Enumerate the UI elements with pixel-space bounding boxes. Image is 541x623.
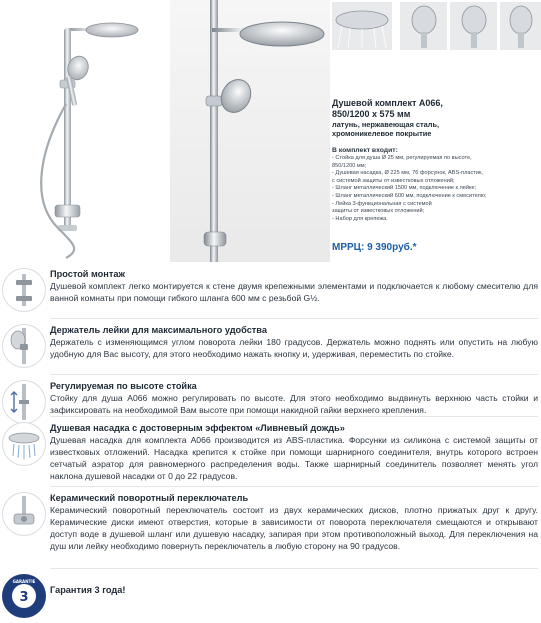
product-material (332, 120, 538, 138)
coating-line: хромоникелевое покрытие (332, 129, 432, 138)
included-item: - Шланг металлический 1500 мм, подключение к лейке; (332, 185, 477, 192)
feature-list (0, 262, 541, 604)
included-item: - Набор для крепежа. (332, 215, 388, 222)
feature-text: Душевой комплект легко монтируется к стене двумя крепежными элементами и подключается к любому смесителю для ванной комнаты при помощи гибкого шланга 600 мм с резьбой G½. (50, 281, 538, 303)
product-description (332, 98, 538, 223)
hand-shower-holder-icon (2, 324, 46, 368)
warranty-badge-icon (2, 574, 46, 618)
feature-title: Регулируемая по высоте стойка (50, 381, 197, 391)
feature-title: Душевая насадка с достоверным эффектом «Ливневый дождь» (50, 423, 345, 433)
divider (50, 568, 538, 569)
included-item: - Лейка 3-функциональная с системой (332, 200, 432, 207)
included-item: - Шланг металлический 600 мм, подключение к смесителю; (332, 192, 487, 199)
product-size: 850/1200 х 575 мм (332, 109, 411, 119)
thumbnail-strip (332, 2, 541, 54)
rain-shower-head-icon (2, 422, 46, 466)
feature-title: Простой монтаж (50, 269, 125, 279)
feature-title: Гарантия 3 года! (50, 585, 126, 595)
divider (50, 318, 538, 319)
wall-mount-icon (2, 268, 46, 312)
feature-text: Держатель с изменяющимся углом поворота лейки 180 градусов. Держатель можно поднять или опустить на любую удобную для Вас высоту, для этого необходимо нажать кнопку и, удерживая, переместить по стойке. (50, 337, 538, 359)
material-line: латунь, нержавеющая сталь, (332, 120, 440, 129)
divider (50, 416, 538, 417)
product-header (0, 0, 541, 262)
shower-column-closeup-photo (170, 0, 330, 262)
included-item: защиты от известковых отложений; (332, 208, 425, 215)
hand-shower-thumbnail-1[interactable] (400, 2, 447, 50)
feature-title: Держатель лейки для максимального удобства (50, 325, 267, 335)
shower-set-photo (0, 0, 170, 262)
included-list (332, 155, 538, 223)
warranty-badge-label: GARANTIE (12, 579, 36, 584)
feature-text: Керамический поворотный переключатель состоит из двух керамических дисков, плотно прижатых друг к другу. Керамические диски имеют отверстия, которые в зависимости от поворота переключателя смещаются и открывают доступ воде в душевой шланг или душевую насадку, запирая при этом противоположный выход. Для переключения на душ или лейку необходимо повернуть переключатель в любую сторону на 90 градусов. (50, 505, 538, 551)
feature-text: Стойку для душа A066 можно регулировать по высоте. Для этого необходимо выдвинуть верхнюю часть стойки и зафиксировать на необходимой Вам высоте при помощи накидной гайки верхнего крепления. (50, 393, 538, 415)
hand-shower-thumbnail-3[interactable] (500, 2, 541, 50)
adjustable-column-icon (2, 380, 46, 424)
included-item: с системой защиты от известковых отложений; (332, 177, 455, 184)
divider (50, 374, 538, 375)
included-item: - Стойка для душа Ø 25 мм, регулируемая по высоте, (332, 155, 472, 161)
price-label: МРРЦ: 9 390руб.* (332, 242, 417, 253)
shower-head-thumbnail[interactable] (332, 2, 392, 50)
product-title: Душевой комплект A066, (332, 98, 443, 108)
warranty-badge-number: 3 (19, 590, 29, 605)
divider (50, 486, 538, 487)
feature-text: Душевая насадка для комплекта A066 производится из ABS-пластика. Форсунки из силикона с системой защиты от известковых отложений. Насадка крепится к стойке при помощи шарнирного соединителя, внутрь которого встроен сетчатый аэратор для равномерного распределения воды. Также шарнирный соединитель позволяет менять угол наклона душевой насадки от 0 до 22 градусов. (50, 435, 538, 481)
hand-shower-thumbnail-2[interactable] (450, 2, 497, 50)
included-item: - Душевая насадка, Ø 225 мм, 76 форсунок, ABS-пластик, (332, 170, 483, 177)
included-title: В комплект входит: (332, 147, 398, 154)
included-item: 850/1200 мм; (332, 162, 367, 169)
ceramic-diverter-icon (2, 492, 46, 536)
feature-title: Керамический поворотный переключатель (50, 493, 249, 503)
